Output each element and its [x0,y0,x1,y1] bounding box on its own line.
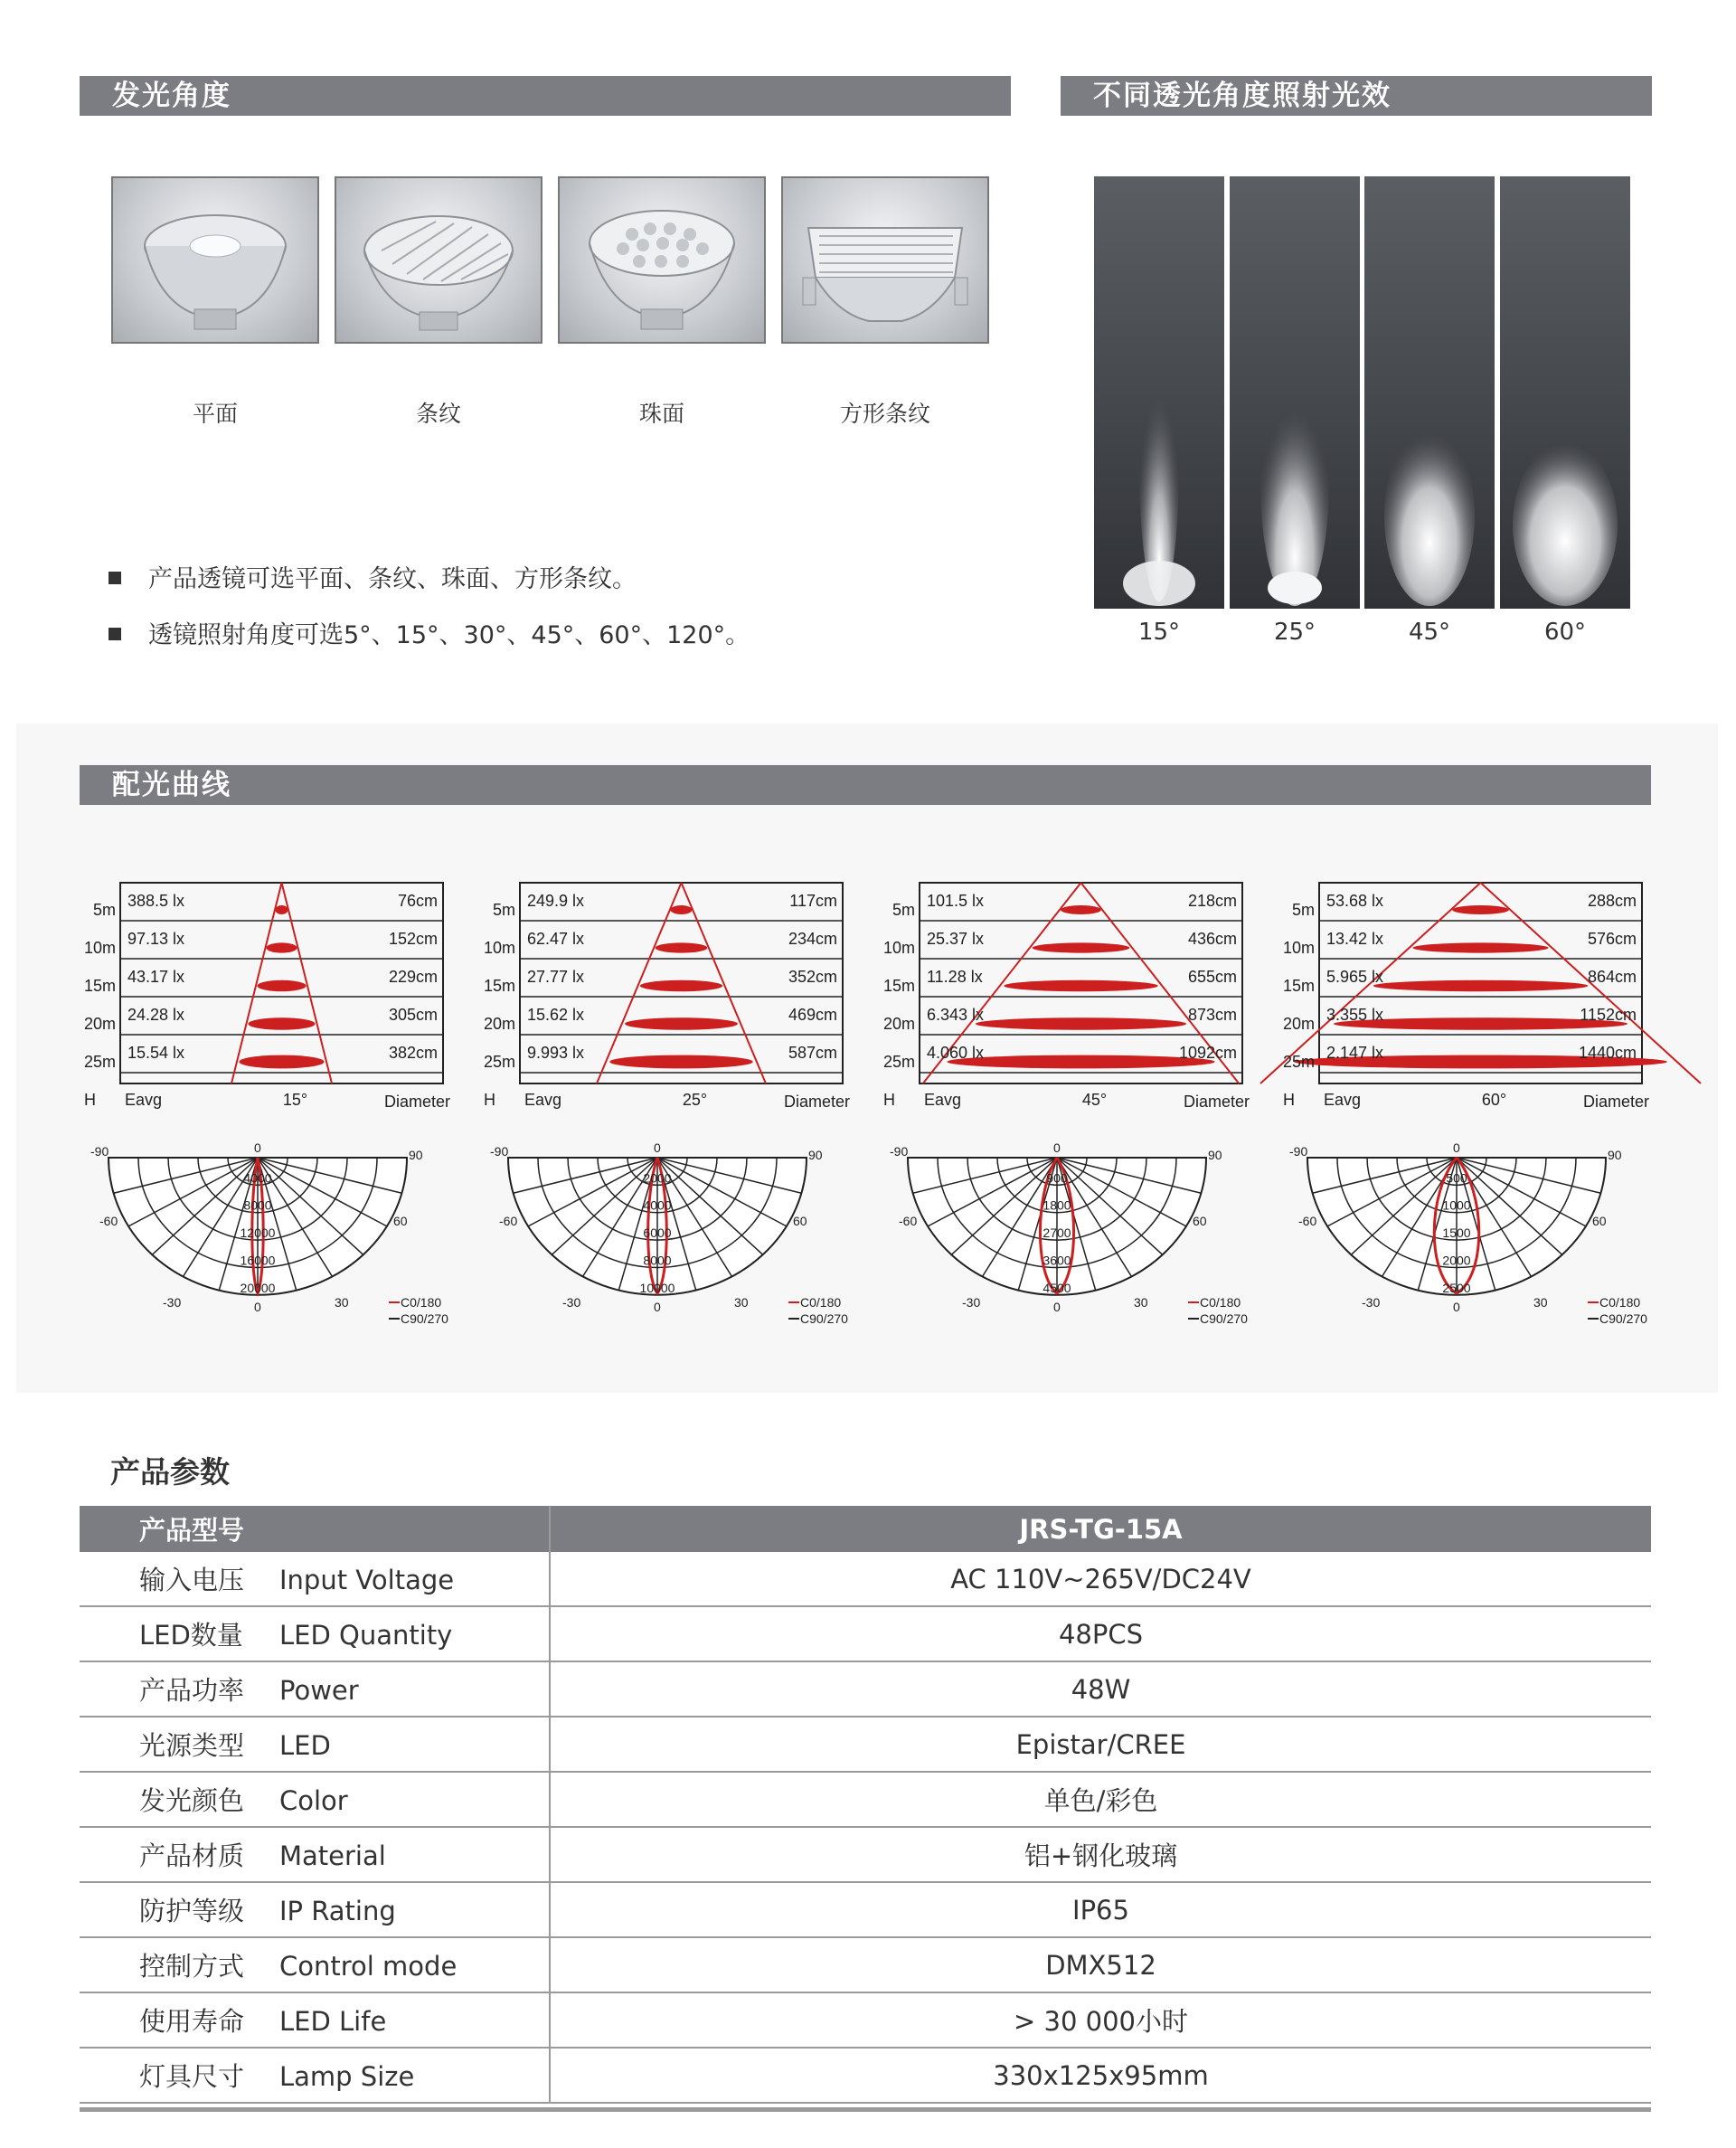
beam-spot [670,905,692,914]
height-label: 5m [892,901,915,919]
beam-label-15: 15° [1137,619,1181,646]
polar-tick-label: 8000 [643,1253,672,1268]
height-label: 5m [492,901,515,919]
diameter-value: 352cm [788,968,837,986]
height-label: 25m [483,1053,515,1071]
polar-angle-label: 30 [335,1295,349,1310]
beam-45-glow [1364,176,1495,609]
beam-spot [1412,942,1548,952]
lens-label-square: 方形条纹 [839,401,930,427]
spec-en: Lamp Size [279,2061,415,2092]
diameter-value: 305cm [388,1006,438,1024]
height-label: 20m [1282,1015,1315,1033]
height-label: 15m [483,977,515,995]
height-label: 15m [83,977,116,995]
eavg-value: 27.77 lx [527,968,585,986]
polar-tick-label: 2700 [1043,1225,1071,1241]
beam-15-glow [1094,176,1224,609]
spec-row [80,1882,1651,1937]
spec-value: 单色/彩色 [550,1772,1651,1827]
lens-bead-icon [560,178,764,342]
polar-tick-label: 900 [1046,1170,1068,1186]
polar-angle-label: -60 [499,1214,518,1228]
h-axis-label: H [1283,1091,1295,1109]
height-label: 10m [483,939,515,957]
beam-spot [257,980,306,991]
height-label: 20m [483,1015,515,1033]
polar-angle-label: 90 [1208,1148,1222,1162]
polar-angle-label: 30 [1134,1295,1148,1310]
beam-spot [656,942,708,952]
height-label: 25m [1282,1053,1315,1071]
polar-tick-label: 3600 [1043,1253,1071,1268]
beam-spot [239,1055,324,1069]
eavg-value: 53.68 lx [1326,892,1384,910]
diameter-value: 76cm [397,892,438,910]
diameter-axis-label: Diameter [1183,1093,1250,1111]
eavg-value: 2.147 lx [1326,1044,1384,1062]
diameter-axis-label: Diameter [1582,1093,1649,1111]
diameter-value: 218cm [1187,892,1237,910]
diameter-value: 234cm [788,930,837,948]
diameter-value: 576cm [1587,930,1637,948]
polar-angle-label: -90 [490,1144,509,1159]
polar-tick-label: 1800 [1043,1197,1071,1213]
spec-row [80,1772,1651,1827]
polar-tick-label: 500 [1446,1170,1467,1186]
eavg-value: 388.5 lx [127,892,185,910]
polar-angle-label: 0 [654,1140,661,1155]
spec-row [80,1661,1651,1717]
lens-flat-icon [113,178,317,342]
beam-spot [1033,942,1130,952]
section-header-angle: 发光角度 [80,76,1011,116]
eavg-value: 101.5 lx [927,892,985,910]
diameter-value: 587cm [788,1044,837,1062]
legend-c90-label: C90/270 [1599,1311,1647,1326]
height-label: 10m [83,939,116,957]
height-label: 10m [1282,939,1315,957]
height-label: 5m [1291,901,1315,919]
beam-label-45: 45° [1408,619,1451,646]
spec-header-label: 产品型号 [80,1506,550,1552]
spec-value: 48W [550,1661,1651,1717]
beam-spot [275,905,288,914]
diameter-value: 864cm [1587,968,1637,986]
polar-angle-label: -30 [163,1295,182,1310]
beam-25-glow [1230,176,1360,609]
eavg-value: 13.42 lx [1326,930,1384,948]
beam-angle-label: 60° [1481,1091,1507,1109]
polar-tick-label: 2000 [643,1170,672,1186]
spec-en: LED Quantity [279,1620,453,1651]
legend-c0-label: C0/180 [401,1295,442,1310]
polar-tick-label: 12000 [240,1225,276,1241]
height-label: 15m [1282,977,1315,995]
eavg-value: 62.47 lx [527,930,585,948]
bullet-square-icon [108,572,121,584]
spec-en: IP Rating [279,1896,396,1926]
section-header-effect: 不同透光角度照射光效 [1061,76,1652,116]
legend-c90-label: C90/270 [800,1311,848,1326]
light-distribution-charts [0,859,1736,1492]
polar-angle-label: 90 [409,1148,423,1162]
spec-cn: 输入电压 [139,1565,245,1595]
diameter-value: 152cm [388,930,438,948]
height-label: 15m [882,977,915,995]
height-label: 25m [83,1053,116,1071]
polar-angle-label: 90 [808,1148,823,1162]
spec-value: DMX512 [550,1937,1651,1992]
polar-tick-label: 20000 [240,1280,276,1295]
section-header-curve: 配光曲线 [80,765,1651,805]
polar-angle-label: 30 [1533,1295,1548,1310]
spec-cn: 控制方式 [139,1951,245,1982]
polar-angle-label: 30 [734,1295,749,1310]
eavg-value: 11.28 lx [927,968,983,986]
beam-image-45 [1364,176,1495,609]
spec-cn: 使用寿命 [139,2006,245,2037]
spec-cn: 发光颜色 [139,1785,245,1816]
polar-angle-label: -90 [1289,1144,1308,1159]
beam-angle-label: 45° [1081,1091,1108,1109]
height-label: 20m [882,1015,915,1033]
spec-row [80,1937,1651,1992]
eavg-value: 9.993 lx [527,1044,585,1062]
beam-spot [625,1017,738,1030]
beam-image-25 [1230,176,1360,609]
eavg-value: 15.62 lx [527,1006,585,1024]
section-header-params: 产品参数 [110,1454,230,1490]
polar-angle-label: 60 [393,1214,408,1228]
spec-cn: 产品功率 [139,1675,245,1706]
polar-tick-label: 4000 [643,1197,672,1213]
lens-image-stripe [335,176,542,344]
spec-value: 330x125x95mm [550,2048,1651,2103]
spec-cn: 灯具尺寸 [139,2061,245,2092]
diameter-value: 469cm [788,1006,837,1024]
polar-tick-label: 16000 [240,1253,276,1268]
eavg-axis-label: Eavg [924,1091,962,1109]
spec-cn: LED数量 [139,1620,243,1651]
h-axis-label: H [883,1091,895,1109]
polar-angle-label: -30 [962,1295,981,1310]
legend-c0-label: C0/180 [1200,1295,1241,1310]
beam-spot [947,1055,1214,1069]
spec-table [80,1506,1651,2104]
polar-angle-label: 0 [1453,1299,1460,1314]
beam-spot [266,942,297,952]
polar-tick-label: 8000 [243,1197,272,1213]
diameter-value: 229cm [388,968,438,986]
eavg-axis-label: Eavg [125,1091,163,1109]
diameter-value: 655cm [1187,968,1237,986]
diameter-value: 1440cm [1578,1044,1637,1062]
spec-row [80,1606,1651,1661]
beam-label-60: 60° [1543,619,1587,646]
lens-image-flat [111,176,319,344]
height-label: 10m [882,939,915,957]
height-label: 20m [83,1015,116,1033]
lens-label-flat: 平面 [192,401,238,427]
spec-row [80,1827,1651,1882]
beam-spot [1061,905,1101,914]
eavg-value: 15.54 lx [127,1044,185,1062]
eavg-value: 25.37 lx [927,930,985,948]
lens-label-bead: 珠面 [638,401,684,427]
beam-angle-label: 25° [682,1091,708,1109]
spec-row [80,1552,1651,1606]
eavg-value: 3.355 lx [1326,1006,1384,1024]
eavg-value: 249.9 lx [527,892,585,910]
polar-angle-label: 0 [1053,1140,1061,1155]
legend-c0-label: C0/180 [1599,1295,1641,1310]
table-bottom-rule [80,2107,1651,2112]
spec-en: Power [279,1675,359,1706]
eavg-value: 5.965 lx [1326,968,1384,986]
polar-angle-label: -60 [99,1214,118,1228]
eavg-axis-label: Eavg [524,1091,562,1109]
eavg-value: 24.28 lx [127,1006,185,1024]
polar-angle-label: 60 [1592,1214,1607,1228]
spec-en: LED Life [279,2006,387,2037]
polar-angle-label: 0 [1053,1299,1061,1314]
polar-tick-label: 10000 [639,1280,675,1295]
polar-angle-label: 60 [793,1214,807,1228]
legend-c90-label: C90/270 [1200,1311,1248,1326]
polar-angle-label: 90 [1608,1148,1622,1162]
spec-value: > 30 000小时 [550,1992,1651,2048]
beam-spot [1004,980,1157,991]
diameter-axis-label: Diameter [383,1093,450,1111]
spec-en: LED [279,1730,331,1761]
spec-en: Control mode [279,1951,458,1982]
bullet-lens-options: 产品透镜可选平面、条纹、珠面、方形条纹。 [108,559,637,594]
height-label: 5m [92,901,116,919]
lens-stripe-icon [336,178,541,342]
beam-spot [1373,980,1589,991]
spec-row [80,1717,1651,1772]
h-axis-label: H [84,1091,96,1109]
beam-label-25: 25° [1273,619,1316,646]
beam-spot [609,1055,752,1069]
h-axis-label: H [484,1091,495,1109]
polar-angle-label: -90 [90,1144,109,1159]
spec-header-value: JRS-TG-15A [550,1506,1651,1552]
diameter-value: 117cm [789,892,837,910]
eavg-axis-label: Eavg [1324,1091,1362,1109]
polar-angle-label: 0 [254,1299,261,1314]
eavg-value: 6.343 lx [927,1006,985,1024]
lens-square-icon [783,178,987,342]
polar-tick-label: 1000 [1442,1197,1471,1213]
polar-angle-label: -90 [890,1144,909,1159]
spec-header-row [80,1506,1651,1552]
polar-tick-label: 2000 [1442,1253,1471,1268]
eavg-value: 97.13 lx [127,930,185,948]
spec-value: 铝+钢化玻璃 [550,1827,1651,1882]
polar-tick-label: 2500 [1442,1280,1471,1295]
polar-angle-label: -60 [1298,1214,1317,1228]
spec-value: Epistar/CREE [550,1717,1651,1772]
polar-tick-label: 6000 [643,1225,672,1241]
polar-angle-label: 0 [1453,1140,1460,1155]
lens-image-bead [558,176,766,344]
diameter-value: 382cm [388,1044,438,1062]
diameter-value: 873cm [1187,1006,1237,1024]
beam-image-15 [1094,176,1224,609]
spec-cn: 产品材质 [139,1840,245,1871]
spec-value: AC 110V~265V/DC24V [550,1552,1651,1606]
bullet-angle-options: 透镜照射角度可选5°、15°、30°、45°、60°、120°。 [108,615,750,650]
beam-spot [248,1017,315,1030]
polar-angle-label: -30 [562,1295,581,1310]
beam-spot [976,1017,1186,1030]
spec-en: Color [279,1785,348,1816]
polar-angle-label: -30 [1362,1295,1381,1310]
diameter-value: 1152cm [1580,1006,1637,1024]
spec-value: IP65 [550,1882,1651,1937]
eavg-value: 4.060 lx [927,1044,985,1062]
legend-c0-label: C0/180 [800,1295,842,1310]
spec-cn: 防护等级 [139,1896,245,1926]
spec-value: 48PCS [550,1606,1651,1661]
lens-label-stripe: 条纹 [415,401,461,427]
polar-angle-label: -60 [899,1214,918,1228]
polar-tick-label: 4000 [243,1170,272,1186]
spec-en: Material [279,1840,386,1871]
lens-image-square-stripe [781,176,989,344]
beam-60-glow [1500,176,1630,609]
beam-image-60 [1500,176,1630,609]
diameter-value: 288cm [1587,892,1637,910]
spec-row [80,2048,1651,2103]
spec-cn: 光源类型 [139,1730,245,1761]
polar-angle-label: 0 [254,1140,261,1155]
diameter-value: 436cm [1187,930,1237,948]
diameter-value: 1092cm [1178,1044,1237,1062]
beam-spot [640,980,722,991]
height-label: 25m [882,1053,915,1071]
legend-c90-label: C90/270 [401,1311,448,1326]
spec-row [80,1992,1651,2048]
beam-spot [1452,905,1509,914]
polar-angle-label: 60 [1193,1214,1207,1228]
polar-tick-label: 4500 [1043,1280,1071,1295]
spec-en: Input Voltage [279,1565,455,1595]
bullet-square-icon [108,628,121,640]
polar-angle-label: 0 [654,1299,661,1314]
polar-tick-label: 1500 [1442,1225,1471,1241]
beam-angle-label: 15° [282,1091,308,1109]
diameter-axis-label: Diameter [783,1093,850,1111]
eavg-value: 43.17 lx [127,968,185,986]
